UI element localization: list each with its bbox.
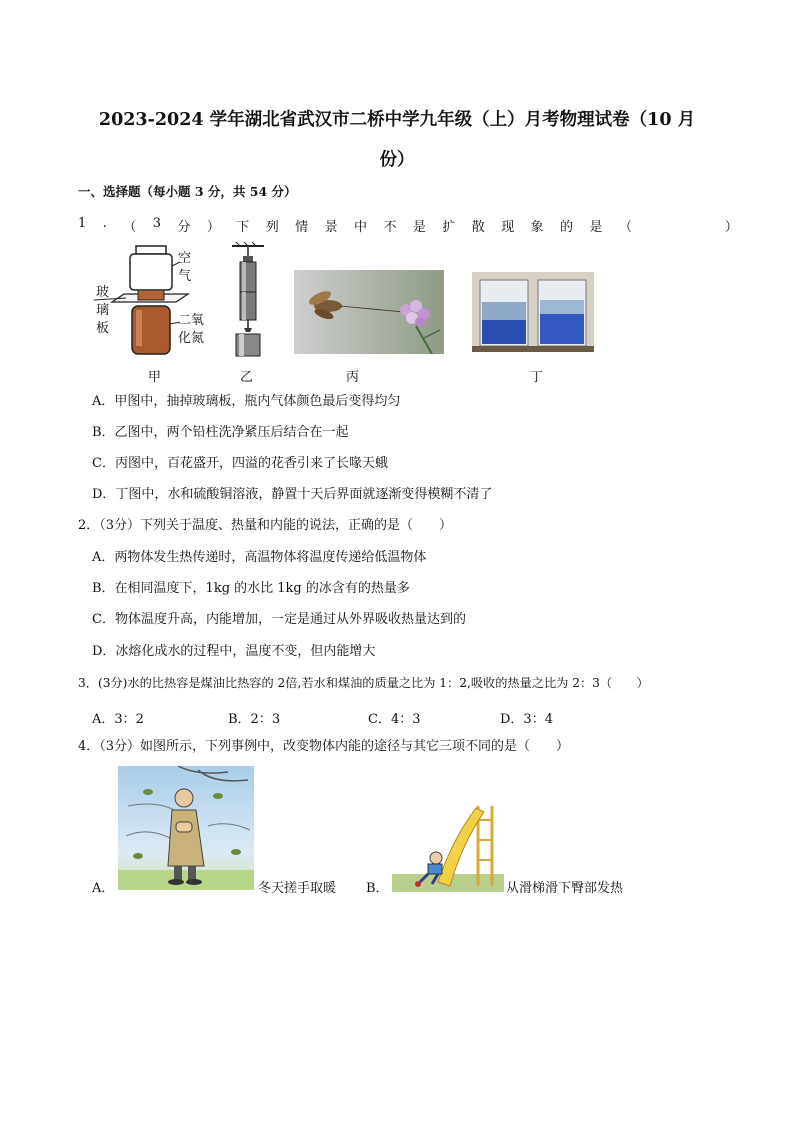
- label-no2-1: 二氧: [178, 313, 205, 328]
- q1-option-a: A．甲图中，抽掉玻璃板，瓶内气体颜色最后变得均匀: [92, 394, 401, 409]
- label-air-2: 气: [178, 269, 192, 284]
- q4-option-a-letter: A．: [92, 881, 115, 896]
- title-line-1: 2023-2024 学年湖北省武汉市二桥中学九年级（上）月考物理试卷（10 月: [98, 110, 696, 130]
- q1-stem-char: 是: [589, 220, 603, 235]
- label-no2-2: 化氮: [178, 331, 205, 346]
- q4-option-a-text: 冬天搓手取暖: [258, 881, 337, 896]
- label-glass-3: 板: [96, 321, 110, 336]
- q4-stem: 4．（3分）如图所示，下列事例中，改变物体内能的途径与其它三项不同的是（ ）: [78, 739, 570, 754]
- label-air-1: 空: [178, 251, 192, 266]
- q2-stem: 2．（3分）下列关于温度、热量和内能的说法，正确的是（ ）: [78, 518, 453, 533]
- figure-bing-hawkmoth-flower: [294, 270, 444, 354]
- q1-stem-char: 1: [78, 216, 87, 231]
- q3-stem: 3．(3分)水的比热容是煤油比热容的 2倍,若水和煤油的质量之比为 1：2,吸收的热量之比为 2：3（ ）: [78, 676, 649, 690]
- figure-q4b-slide: [392, 800, 504, 892]
- section-heading: 一、选择题（每小题 3 分，共 54 分）: [78, 184, 297, 199]
- q2-option-a: A．两物体发生热传递时，高温物体将温度传递给低温物体: [92, 550, 427, 565]
- figure-ding-beakers: [472, 272, 594, 352]
- q1-stem-char: 列: [265, 220, 279, 235]
- caption-ding: 丁: [530, 370, 544, 385]
- q2-option-c: C．物体温度升高，内能增加，一定是通过从外界吸收热量达到的: [92, 612, 466, 627]
- q1-stem-char: 现: [501, 220, 515, 235]
- q1-stem-blank: [648, 216, 708, 235]
- q1-stem-char: 扩: [442, 220, 456, 235]
- q1-stem-char: 情: [295, 220, 309, 235]
- q1-stem-char: ）: [206, 220, 220, 235]
- q1-stem-char: 不: [383, 220, 397, 235]
- q1-option-b: B．乙图中，两个铅柱洗净紧压后结合在一起: [92, 425, 349, 440]
- figure-yi-lead-cylinders: [228, 242, 268, 358]
- q3-option-a: A．3：2: [92, 712, 144, 727]
- caption-bing: 丙: [346, 370, 360, 385]
- q3-option-c: C．4：3: [368, 712, 421, 727]
- q1-stem-char: 象: [530, 220, 544, 235]
- q3-option-d: D．3：4: [500, 712, 553, 727]
- q2-option-d: D．冰熔化成水的过程中，温度不变，但内能增大: [92, 644, 376, 659]
- q4-option-b-text: 从滑梯滑下臀部发热: [506, 881, 624, 896]
- q1-stem-char: ）: [724, 220, 738, 235]
- q1-stem-char: 3: [152, 216, 161, 231]
- q1-stem-char: 是: [412, 220, 426, 235]
- title-line-2: 份）: [379, 150, 415, 170]
- caption-yi: 乙: [240, 370, 254, 385]
- label-glass-1: 玻: [96, 285, 110, 300]
- q1-option-d: D．丁图中，水和硫酸铜溶液，静置十天后界面就逐渐变得模糊不清了: [92, 487, 493, 502]
- q1-stem-char: .: [102, 216, 107, 231]
- q4-option-b-letter: B．: [366, 881, 389, 896]
- q1-stem-char: 的: [560, 220, 574, 235]
- q1-option-c: C．丙图中，百花盛开，四溢的花香引来了长喙天蛾: [92, 456, 388, 471]
- q1-stem-char: （: [123, 220, 137, 235]
- q1-stem-char: 景: [324, 220, 338, 235]
- q1-stem-char: 下: [236, 220, 250, 235]
- q1-stem: [78, 216, 738, 235]
- exam-title: [60, 100, 734, 180]
- q1-stem-char: 分: [177, 220, 191, 235]
- q3-option-b: B．2：3: [228, 712, 281, 727]
- figure-q4a-rubbing-hands: [118, 766, 254, 890]
- caption-jia: 甲: [148, 370, 162, 385]
- q1-stem-char: （: [618, 220, 632, 235]
- q1-stem-char: 中: [354, 220, 368, 235]
- label-glass-2: 璃: [96, 303, 110, 318]
- q2-option-b: B．在相同温度下，1kg 的水比 1kg 的冰含有的热量多: [92, 581, 410, 596]
- q1-stem-char: 散: [471, 220, 485, 235]
